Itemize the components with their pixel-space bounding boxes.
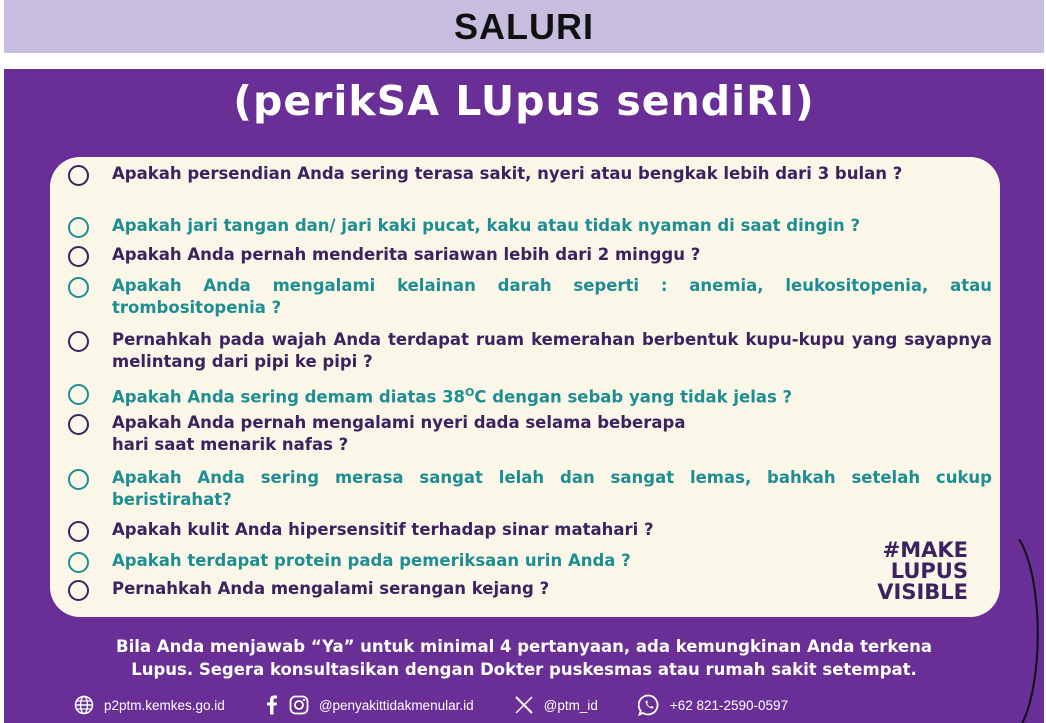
page-title: SALURI <box>454 5 594 47</box>
question-item <box>112 412 992 456</box>
decorative-curve <box>1014 539 1044 723</box>
globe-icon <box>74 695 94 715</box>
answer-circle-icon[interactable] <box>68 469 89 490</box>
facebook-icon <box>265 695 279 715</box>
social-handle-text: @penyakittidakmenular.id <box>318 697 474 713</box>
question-item <box>112 329 992 373</box>
question-text: Pernahkah Anda mengalami serangan kejang ? <box>112 579 550 598</box>
answer-circle-icon[interactable] <box>68 552 89 573</box>
answer-circle-icon[interactable] <box>68 580 89 601</box>
contact-website[interactable] <box>74 695 225 715</box>
answer-circle-icon[interactable] <box>68 414 89 435</box>
question-text: Apakah Anda sering merasa sangat lelah dan sangat lemas, bahkah setelah cukup beristirahat? <box>112 468 992 509</box>
question-item <box>112 215 992 237</box>
question-text: Apakah Anda pernah menderita sariawan lebih dari 2 minggu ? <box>112 245 701 264</box>
question-item <box>112 578 992 600</box>
answer-circle-icon[interactable] <box>68 331 89 352</box>
whatsapp-icon <box>638 694 660 716</box>
advice-line: Lupus. Segera konsultasikan dengan Dokter puskesmas atau rumah sakit setempat. <box>131 660 917 679</box>
question-item <box>112 382 992 409</box>
contact-bar <box>74 693 1004 717</box>
question-text: Apakah persendian Anda sering terasa sakit, nyeri atau bengkak lebih dari 3 bulan ? <box>112 164 903 183</box>
answer-circle-icon[interactable] <box>68 521 89 542</box>
question-text: Apakah Anda mengalami kelainan darah seperti : anemia, leukositopenia, atau trombositopenia ? <box>112 276 992 317</box>
answer-circle-icon[interactable] <box>68 217 89 238</box>
question-text: Apakah jari tangan dan/ jari kaki pucat, kaku atau tidak nyaman di saat dingin ? <box>112 216 861 235</box>
answer-circle-icon[interactable] <box>68 165 89 186</box>
question-item <box>112 467 992 511</box>
question-item <box>112 244 992 266</box>
phone-text: +62 821-2590-0597 <box>669 697 789 713</box>
website-text: p2ptm.kemkes.go.id <box>104 697 225 713</box>
x-handle-text: @ptm_id <box>543 697 598 713</box>
question-item <box>112 519 992 541</box>
answer-circle-icon[interactable] <box>68 277 89 298</box>
hashtag-line: LUPUS <box>890 559 968 583</box>
question-item <box>112 275 992 319</box>
question-text: Apakah terdapat protein pada pemeriksaan urin Anda ? <box>112 551 631 570</box>
answer-circle-icon[interactable] <box>68 246 89 267</box>
question-item <box>112 550 992 572</box>
question-text: Pernahkah pada wajah Anda terdapat ruam kemerahan berbentuk kupu-kupu yang sayapnya melintang dari pipi ke pipi ? <box>112 330 992 371</box>
question-text-end: C dengan sebab yang tidak jelas ? <box>474 387 793 407</box>
question-text-start: Apakah Anda sering demam diatas 38 <box>112 387 466 407</box>
questions-card <box>50 157 1000 617</box>
make-lupus-visible-tag <box>877 540 968 603</box>
contact-phone[interactable] <box>638 694 788 716</box>
poster-title: (perikSA LUpus sendiRI) <box>233 77 815 125</box>
degree-superscript: O <box>465 386 475 399</box>
header-bar <box>4 0 1044 53</box>
lupus-poster <box>4 69 1044 723</box>
contact-social[interactable] <box>265 695 474 715</box>
contact-x[interactable] <box>514 695 598 715</box>
advice-line: Bila Anda menjawab “Ya” untuk minimal 4 pertanyaan, ada kemungkinan Anda terkena <box>116 637 932 656</box>
advice-text <box>44 635 1004 681</box>
question-text-line2: hari saat menarik nafas ? <box>112 435 349 454</box>
hashtag-line: VISIBLE <box>877 580 968 604</box>
answer-circle-icon[interactable] <box>68 384 89 405</box>
instagram-icon <box>289 695 309 715</box>
question-text: Apakah kulit Anda hipersensitif terhadap sinar matahari ? <box>112 520 654 539</box>
x-logo-icon <box>514 695 534 715</box>
question-item <box>112 163 992 185</box>
hashtag-line: #MAKE <box>882 538 968 562</box>
question-text-line1: Apakah Anda pernah mengalami nyeri dada selama beberapa <box>112 413 686 432</box>
